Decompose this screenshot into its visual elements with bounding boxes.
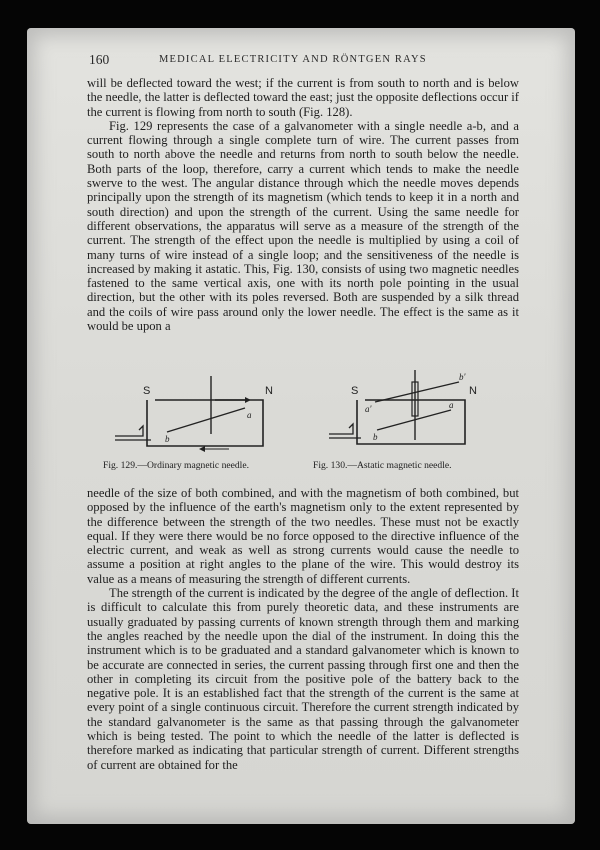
paragraph: Fig. 129 represents the case of a galvanometer with a single needle a-b, and a current flowing through a single complete turn of wire. The current passes from south to north above the needle and returns from north to south below the needle. Both parts of the loop, therefore, carry a current which tends to make the needle swerve to the west. The angular distance through which the needle moves depends principally upon the strength of its magnetism (which tends to keep it in a north and south direction) and upon the strength of the current. Using the same needle for different observations, the apparatus will serve as a measure of the strength of the current. The strength of the effect upon the needle is multiplied by using a coil of many turns of wire instead of a single loop; and the sensitiveness of the needle is increased by making it astatic. This, Fig. 130, consists of using two magnetic needles fastened to the same vertical axis, one with its north pole pointing in the usual direction, but the other with its poles reversed. Both are suspended by a silk thread and the coils of wire pass around only the lower needle. The effect is the same as it would be upon a [87, 118, 519, 334]
figure-129 [105, 368, 285, 471]
label-b: b [373, 432, 378, 442]
label-b-prime: b' [459, 372, 466, 382]
label-a: a [449, 400, 454, 410]
figure-caption: Fig. 130.—Astatic magnetic needle. [313, 460, 452, 471]
paragraph: needle of the size of both combined, and with the magnetism of both combined, but opposed by the influence of the earth's magnetism only to the extent represented by the difference between the strength of the two needles. These must not be exactly equal. If they were there would be no force opposed to the directive influence of the electric current, and weak as well as strong currents would cause the needle to assume a position at right angles to the plane of the wire. This would destroy its value as a means of measuring the strength of different currents. [87, 486, 519, 586]
figure-caption: Fig. 129.—Ordinary magnetic needle. [103, 460, 250, 471]
paragraph: The strength of the current is indicated by the degree of the angle of deflection. It is difficult to calculate this from purely theoretic data, and these instruments are usually graduated by passing currents of known strength through them and marking the angles reached by the needle upon the dial of the instrument. In doing this the instrument which is to be graduated and a standard galvanometer which is known to be accurate are connected in series, the current passing through first one and then the other in completing its circuit from the positive pole of the battery back to the negative pole. It is an established fact that the strength of the current is the same at every point of a single continuous circuit. Therefore the current strength indicated by the standard galvanometer is the same as that passing through the galvanometer which is being tested. The point to which the needle of the latter is deflected is therefore marked as indicating that particular strength of current. Different strengths of current are obtained for the [87, 586, 519, 772]
label-n: N [469, 385, 477, 397]
book-page [27, 28, 575, 824]
label-s: S [351, 385, 359, 397]
label-b: b [165, 434, 170, 444]
paragraph: will be deflected toward the west; if the current is from south to north and is below the needle, the latter is deflected toward the east; just the opposite deflections occur if the current is flowing from north to south (Fig. 128). [87, 76, 519, 119]
label-a: a [247, 410, 252, 420]
body-text-top [87, 76, 519, 333]
astatic-needle-diagram [309, 368, 509, 458]
running-head: MEDICAL ELECTRICITY AND RÖNTGEN RAYS [159, 54, 427, 65]
body-text-bottom [87, 486, 519, 772]
page-header [89, 52, 517, 68]
figures-row [87, 368, 519, 476]
label-a-prime: a' [365, 404, 372, 414]
figure-130 [309, 368, 509, 471]
label-s: S [143, 385, 151, 397]
page-number: 160 [89, 52, 110, 67]
ordinary-needle-diagram [105, 368, 285, 458]
label-n: N [265, 385, 273, 397]
